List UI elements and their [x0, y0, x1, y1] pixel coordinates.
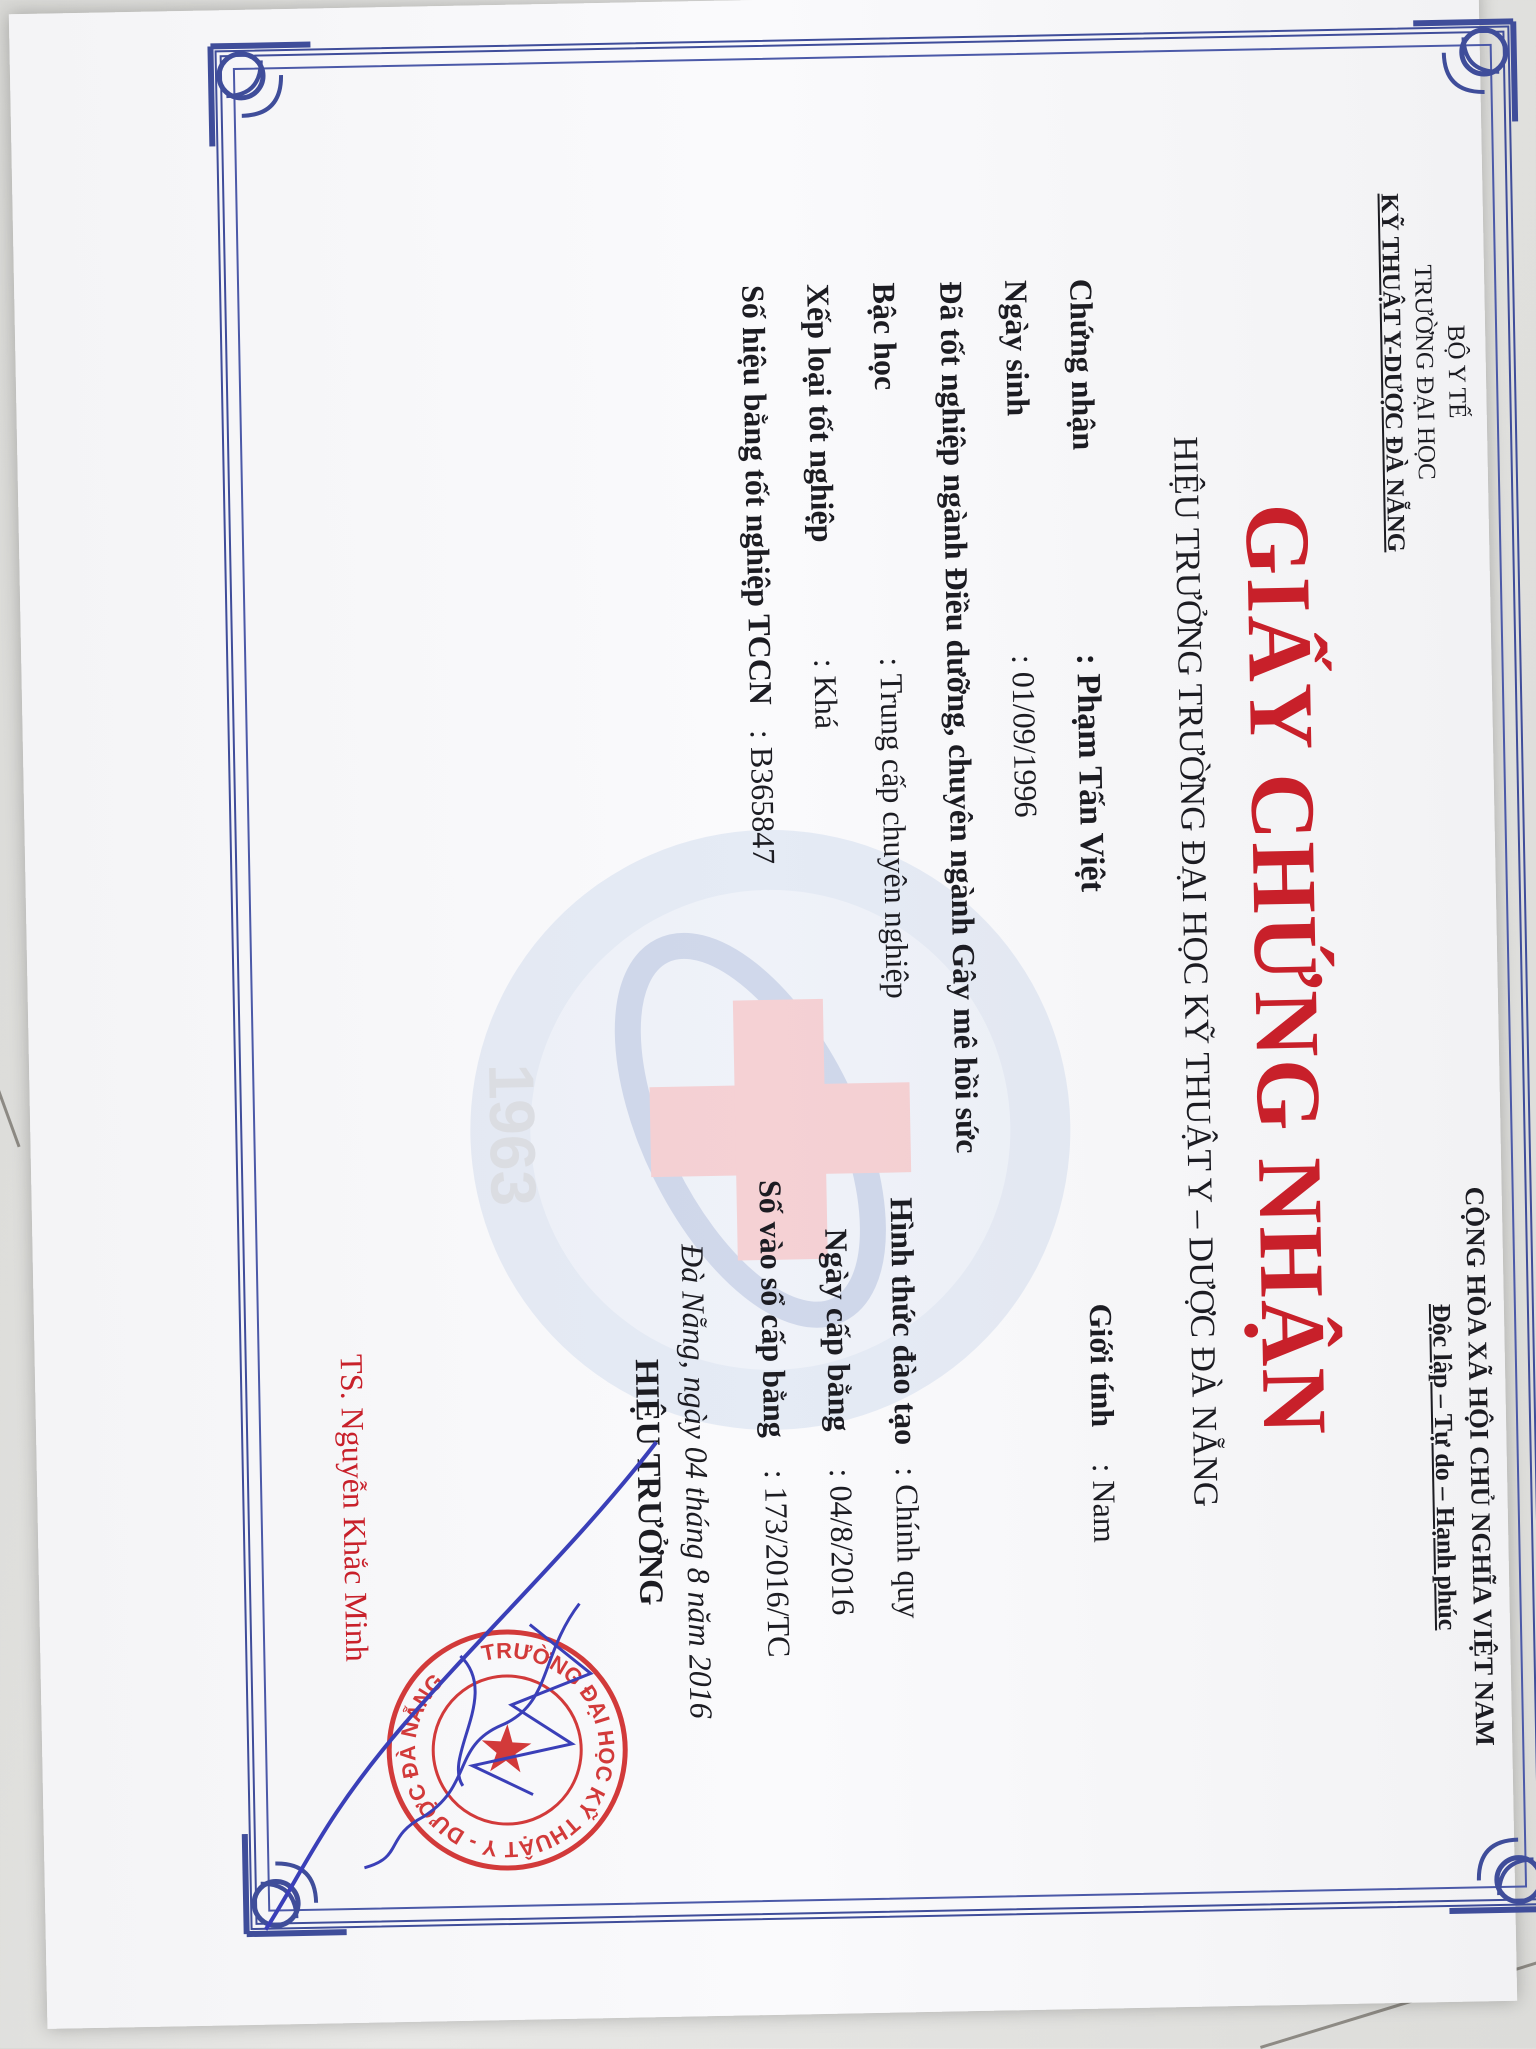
- graduation-rank-value: : Khá: [807, 658, 845, 730]
- certificate-title: GIẤY CHỨNG NHẬN: [1226, 502, 1347, 1438]
- level-label: Bậc học: [866, 282, 905, 391]
- corner-ornament-icon: [1403, 11, 1525, 133]
- dob-label: Ngày sinh: [998, 279, 1037, 417]
- corner-ornament-icon: [200, 34, 322, 156]
- school-name-line2: KỸ THUẬT Y-DƯỢC ĐÀ NẴNG: [1375, 193, 1410, 553]
- national-motto: Độc lập – Tự do – Hạnh phúc: [1426, 1303, 1463, 1631]
- signer-name: TS. Nguyễn Khắc Minh: [333, 1353, 376, 1663]
- gender-value: : Nam: [1085, 1463, 1124, 1543]
- handwritten-signature: [236, 1421, 706, 1950]
- place-and-date: Đà Nẵng, ngày 04 tháng 8 năm 2016: [674, 1243, 720, 1719]
- certify-value: : Phạm Tấn Việt: [1069, 653, 1111, 893]
- diploma-number-label: Số hiệu bằng tốt nghiệp TCCN: [735, 284, 780, 706]
- certificate-content: [174, 0, 1536, 1971]
- graduation-rank-label: Xếp loại tốt nghiệp: [800, 283, 842, 543]
- dob-value: : 01/09/1996: [1005, 654, 1045, 818]
- watermark-year: 1963: [475, 1062, 550, 1207]
- training-mode-value: : Chính quy: [888, 1466, 928, 1619]
- ministry-name: BỘ Y TẾ: [1442, 324, 1471, 419]
- floor-tile-line: [0, 1090, 21, 1147]
- seal-text: TRƯỜNG ĐẠI HỌC KỸ THUẬT Y - DƯỢC ĐÀ NẴNG: [395, 1637, 620, 1863]
- training-mode-label: Hình thức đào tạo: [883, 1197, 925, 1446]
- issue-date-label: Ngày cấp bằng: [818, 1228, 859, 1432]
- issuer-line: HIỆU TRƯỞNG TRƯỜNG ĐẠI HỌC KỸ THUẬT Y – DƯỢC ĐÀ NẴNG: [1166, 435, 1226, 1508]
- issue-date-value: : 04/8/2016: [822, 1468, 862, 1616]
- certify-label: Chứng nhận: [1063, 278, 1103, 451]
- corner-ornament-icon: [1437, 1799, 1536, 1921]
- school-name-line1: TRƯỜNG ĐẠI HỌC: [1408, 264, 1440, 481]
- level-value: : Trung cấp chuyên nghiệp: [873, 657, 916, 1000]
- certificate-paper: [9, 0, 1517, 2029]
- register-number-label: Số vào sổ cấp bằng: [752, 1179, 794, 1439]
- signer-position: HIỆU TRƯỞNG: [627, 1358, 670, 1606]
- diploma-number-value: : B365847: [743, 729, 783, 865]
- gender-label: Giới tính: [1082, 1303, 1122, 1428]
- country-name: CỘNG HÒA XÃ HỘI CHỦ NGHĨA VIỆT NAM: [1459, 1186, 1501, 1747]
- register-number-value: : 173/2016/TC: [757, 1469, 798, 1658]
- graduation-statement: Đã tốt nghiệp ngành Điều dưỡng, chuyên ngành Gây mê hồi sức: [933, 280, 986, 1154]
